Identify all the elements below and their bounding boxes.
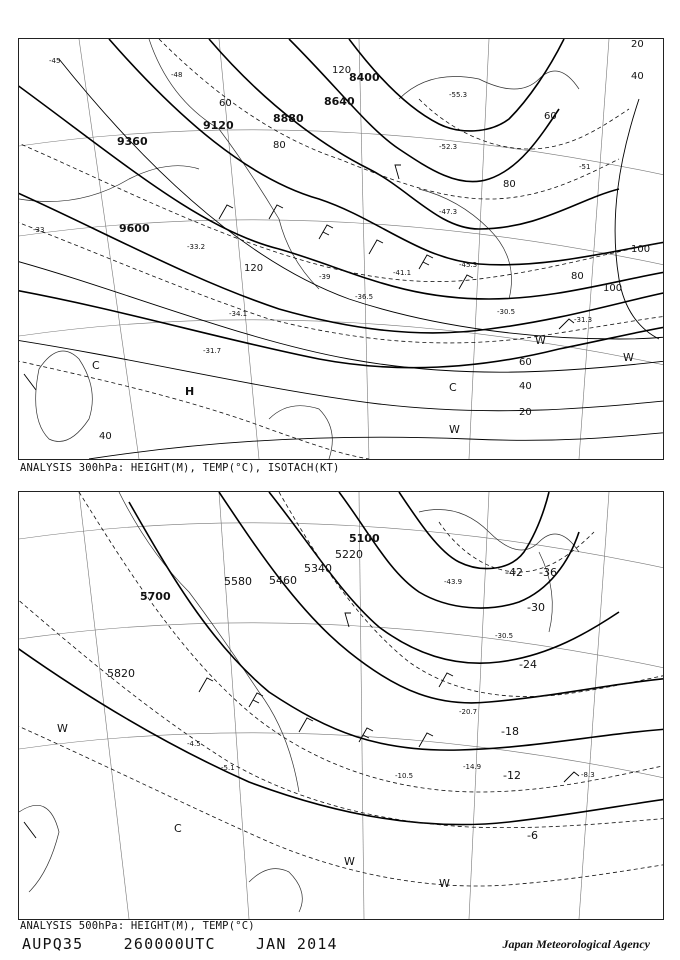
isotherm-label: -36: [539, 566, 557, 579]
warm-center: W: [344, 855, 355, 868]
height-contours: [19, 39, 663, 368]
temp-label: -5.1: [221, 764, 235, 772]
map-300hpa: [18, 38, 664, 460]
cold-center: C: [174, 822, 182, 835]
isotach-label: 60: [219, 98, 232, 109]
pressure-centers: [92, 334, 634, 436]
isotach-labels: [99, 39, 650, 442]
temp-label: -34.1: [229, 310, 248, 318]
isotach-label: 80: [571, 271, 584, 282]
high-pressure-center: H: [185, 385, 195, 398]
wind-barbs: [24, 613, 579, 838]
temp-label: -4.5: [187, 740, 201, 748]
temp-label: -39: [319, 273, 331, 281]
temp-label: -48: [171, 71, 183, 79]
map-500hpa: [18, 491, 664, 920]
chart-id: AUPQ35: [22, 935, 84, 953]
temp-label: -43.9: [444, 578, 463, 586]
isotach-label: 120: [244, 263, 264, 274]
warm-center: W: [57, 722, 68, 735]
temperature-labels: [187, 566, 595, 842]
warm-center: W: [623, 351, 634, 364]
temp-label: -8.3: [581, 771, 595, 779]
isotherm-label: -12: [503, 769, 521, 782]
height-label-5100: 5100: [349, 532, 380, 545]
temp-label: -30.5: [495, 632, 514, 640]
temp-label: -31.3: [574, 316, 593, 324]
isotach-label: 60: [544, 111, 557, 122]
temp-label: -36.5: [355, 293, 374, 301]
warm-center: W: [449, 423, 460, 436]
height-label-5580: 5580: [224, 575, 252, 588]
isotherm-label: -24: [519, 658, 537, 671]
caption-500hpa: ANALYSIS 500hPa: HEIGHT(M), TEMP(°C): [20, 920, 255, 932]
height-label-8400: 8400: [349, 71, 380, 84]
temp-label: -47.3: [439, 208, 458, 216]
valid-time: 260000UTC: [123, 935, 216, 953]
caption-300hpa: ANALYSIS 300hPa: HEIGHT(M), TEMP(°C), ISOTACH(KT): [20, 462, 340, 474]
isotherm-label: -30: [527, 601, 545, 614]
height-label-5340: 5340: [304, 562, 332, 575]
warm-center: W: [439, 877, 450, 890]
map-300hpa-canvas: [19, 39, 663, 459]
height-label-5460: 5460: [269, 574, 297, 587]
warm-center: W: [535, 334, 546, 347]
temp-label: -31.7: [203, 347, 222, 355]
isotach-label: 80: [503, 179, 516, 190]
height-label-9120: 9120: [203, 119, 234, 132]
chart-footer: [22, 935, 368, 953]
temp-label: -30.5: [497, 308, 516, 316]
isotach-label: 20: [631, 39, 644, 50]
temperature-labels: [33, 57, 592, 355]
height-label-8880: 8880: [273, 112, 304, 125]
isotach-label: 120: [332, 65, 352, 76]
isotach-label: 60: [519, 357, 532, 368]
height-label-9360: 9360: [117, 135, 148, 148]
isotach-label: 40: [631, 71, 644, 82]
height-contours: [19, 492, 663, 825]
isotach-label: 80: [273, 140, 286, 151]
height-labels: [107, 532, 380, 680]
temp-label: -10.5: [395, 772, 414, 780]
temp-label: -41.1: [393, 269, 412, 277]
chart-date: JAN 2014: [255, 935, 338, 953]
cold-center: C: [92, 359, 100, 372]
height-label-8640: 8640: [324, 95, 355, 108]
temp-label: -51: [579, 163, 591, 171]
isotach-label: 100: [603, 283, 623, 294]
temp-label: -14.9: [463, 763, 482, 771]
isotherm-label: -6: [527, 829, 538, 842]
temp-label: -45.3: [459, 261, 478, 269]
isotherm-label: -42: [505, 566, 523, 579]
isotach-label: 20: [519, 407, 532, 418]
temp-label: -45: [49, 57, 61, 65]
isotach-label: 100: [631, 244, 651, 255]
coastlines: [19, 39, 579, 459]
height-label-5820: 5820: [107, 667, 135, 680]
isotach-label: 40: [519, 381, 532, 392]
temp-label: -33.2: [187, 243, 206, 251]
temp-label: -55.3: [449, 91, 468, 99]
temp-label: -33: [33, 226, 45, 234]
isotherm-label: -18: [501, 725, 519, 738]
temp-label: -20.7: [459, 708, 478, 716]
agency-name: Japan Meteorological Agency: [502, 937, 650, 951]
isotach-label: 40: [99, 431, 112, 442]
height-label-9600: 9600: [119, 222, 150, 235]
height-label-5700: 5700: [140, 590, 171, 603]
temp-label: -52.3: [439, 143, 458, 151]
height-label-5220: 5220: [335, 548, 363, 561]
map-500hpa-canvas: [19, 492, 663, 919]
cold-center: C: [449, 381, 457, 394]
